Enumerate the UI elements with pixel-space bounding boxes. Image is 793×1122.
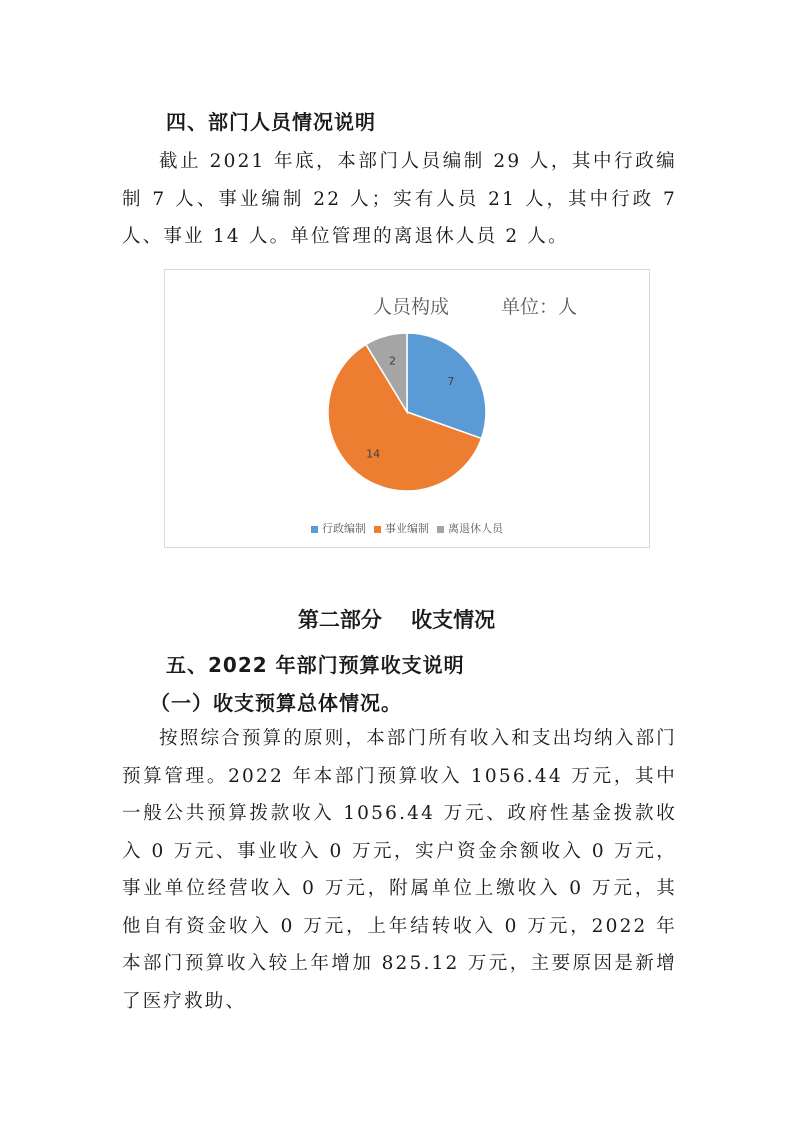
section-5-paragraph <box>122 720 677 1020</box>
section-4-paragraph <box>122 143 677 256</box>
legend-label: 事业编制 <box>385 522 429 535</box>
pie-data-label-3: 2 <box>389 354 397 368</box>
section-5-subheading: （一）收支预算总体情况。 <box>150 691 402 715</box>
legend-swatch <box>311 526 318 533</box>
chart-unit-label: 单位：人 <box>501 296 578 318</box>
part-2-title: 第二部分 收支情况 <box>297 608 496 632</box>
legend-label: 离退休人员 <box>448 522 503 535</box>
legend-swatch <box>437 526 444 533</box>
pie-chart-svg <box>165 270 649 547</box>
budget-text: 按照综合预算的原则，本部门所有收入和支出均纳入部门预算管理。2022 年本部门预算收入 1056.44 万元，其中一般公共预算拨款收入 1056.44 万元、政府性基金拨款收入 0 万元、事业收入 0 万元，实户资金余额收入 0 万元，事业单位经营收入 0 万元，附属单位上缴收入 0 万元，其他自有资金收入 0 万元，上年结转收入 0 万元，2022 年本部门预算收入较上年增加 825.12 万元，主要原因是新增了医疗救助、 <box>122 728 677 1012</box>
pie-data-label-2: 14 <box>366 447 381 461</box>
section-4-heading: 四、部门人员情况说明 <box>166 110 376 134</box>
legend-swatch <box>374 526 381 533</box>
legend-item-2 <box>374 520 429 536</box>
staffing-text: 截止 2021 年底，本部门人员编制 29 人，其中行政编制 7 人、事业编制 22 人；实有人员 21 人，其中行政 7 人、事业 14 人。单位管理的离退休人员 2 人。 <box>122 151 677 247</box>
legend-label: 行政编制 <box>322 522 366 535</box>
legend-item-3 <box>437 520 503 536</box>
staff-composition-chart <box>164 269 650 548</box>
chart-legend <box>165 520 649 536</box>
pie-data-label-1: 7 <box>447 375 455 389</box>
legend-item-1 <box>311 520 366 536</box>
chart-title: 人员构成 <box>373 296 450 318</box>
section-5-heading: 五、2022 年部门预算收支说明 <box>166 653 465 677</box>
